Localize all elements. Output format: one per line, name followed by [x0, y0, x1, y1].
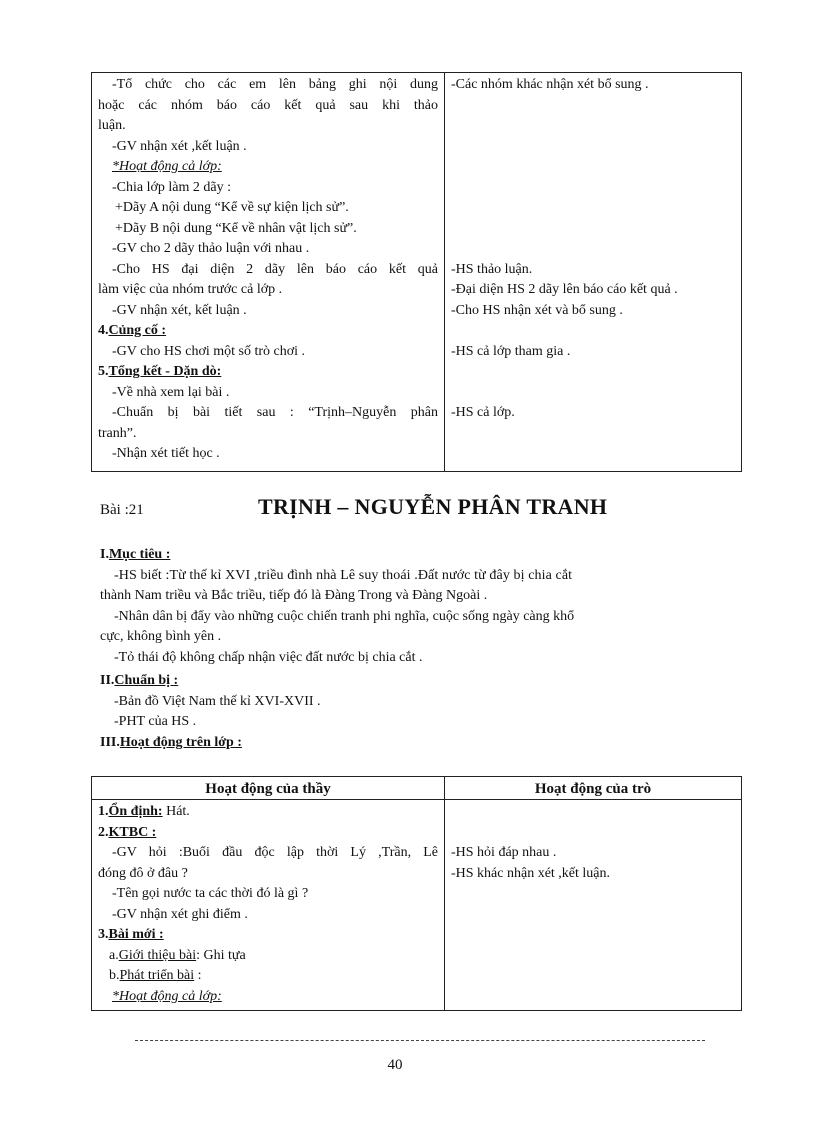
- teacher-column-header: Hoạt động của thầy: [92, 777, 445, 800]
- teacher-line: -Chuẩn bị bài tiết sau : “Trịnh–Nguyễn phân: [112, 405, 438, 420]
- student-line: [451, 137, 735, 158]
- student-line: [451, 96, 735, 117]
- teacher-column: [92, 73, 445, 472]
- student-line: [451, 884, 735, 905]
- teacher-line: -GV cho HS chơi một số trò chơi .: [112, 343, 306, 359]
- teacher-line: -Nhận xét tiết học .: [112, 446, 220, 461]
- student-line: [451, 444, 735, 465]
- objectives-heading: I.Mục tiêu :: [100, 547, 171, 562]
- preparation-heading: II.Chuẩn bị :: [100, 673, 179, 688]
- footer-divider: [135, 1040, 705, 1041]
- objectives-section: [100, 545, 720, 668]
- teacher-line: -GV cho 2 dãy thảo luận với nhau .: [112, 241, 310, 256]
- section-heading: 5.Tổng kết - Dặn dò:: [98, 364, 222, 379]
- teacher-line: -GV nhận xét ghi điểm .: [112, 906, 248, 922]
- lesson-number: Bài :21: [100, 502, 144, 518]
- student-column-header: Hoạt động của trò: [445, 777, 742, 800]
- student-line: [451, 802, 735, 823]
- student-line: [451, 946, 735, 967]
- teacher-line: hoặc các nhóm báo cáo kết quả sau khi thảo: [98, 97, 438, 113]
- student-line: [451, 157, 735, 178]
- teacher-line: -Chia lớp làm 2 dãy :: [112, 179, 231, 195]
- activity-table-continued: [91, 72, 742, 472]
- teacher-line: +Dãy A nội dung “Kể về sự kiện lịch sử”.: [115, 200, 349, 215]
- lesson-title: TRỊNH – NGUYỄN PHÂN TRANH: [258, 494, 608, 519]
- student-line: [451, 219, 735, 240]
- teacher-line: -GV nhận xét ,kết luận .: [112, 138, 247, 154]
- teacher-line: *Hoạt động cả lớp:: [112, 988, 222, 1004]
- student-line: -HS cả lớp tham gia .: [451, 343, 571, 359]
- teacher-line: -GV nhận xét, kết luận .: [112, 302, 247, 318]
- teacher-line: -Về nhà xem lại bài .: [112, 384, 230, 400]
- student-line: [451, 823, 735, 844]
- teacher-line: luận.: [98, 118, 126, 133]
- teacher-line: -Tổ chức cho các em lên bảng ghi nội dung: [112, 77, 438, 92]
- objective-line: thành Nam triều và Bắc triều, tiếp đó là Đàng Trong và Đàng Ngoài .: [100, 588, 488, 603]
- student-line: -HS cả lớp.: [451, 405, 515, 420]
- student-line: [451, 424, 735, 445]
- student-line: [451, 362, 735, 383]
- teacher-line: đóng đô ở đâu ?: [98, 865, 188, 881]
- student-line: [451, 321, 735, 342]
- page-number: 40: [387, 1057, 403, 1073]
- student-line: [451, 925, 735, 946]
- teacher-line: làm việc của nhóm trước cả lớp .: [98, 282, 283, 297]
- teacher-line: -Tên gọi nước ta các thời đó là gì ?: [112, 886, 309, 901]
- teacher-line: a.Giới thiệu bài: Ghi tựa: [109, 947, 246, 963]
- student-line: -HS khác nhận xét ,kết luận.: [451, 865, 611, 881]
- student-line: -Đại diện HS 2 dãy lên báo cáo kết quả .: [451, 282, 678, 297]
- student-line: [451, 966, 735, 987]
- student-column: [445, 800, 742, 1011]
- teacher-line: -GV hỏi :Buổi đầu độc lập thời Lý ,Trần, Lê: [112, 845, 438, 860]
- teacher-line: *Hoạt động cả lớp:: [112, 159, 222, 174]
- student-column: [445, 73, 742, 472]
- student-line: [451, 239, 735, 260]
- student-line: [451, 198, 735, 219]
- preparation-section: [100, 671, 720, 753]
- student-line: -HS hỏi đáp nhau .: [451, 845, 557, 860]
- preparation-line: -Bản đồ Việt Nam thế kỉ XVI-XVII .: [114, 693, 321, 709]
- objective-line: -HS biết :Từ thế kỉ XVI ,triều đình nhà Lê suy thoái .Đất nước từ đây bị chia cắt: [114, 567, 573, 583]
- teacher-line: -Cho HS đại diện 2 dãy lên báo cáo kết quả: [112, 261, 438, 277]
- teacher-line: b.Phát triển bài :: [109, 968, 202, 983]
- student-line: -Các nhóm khác nhận xét bổ sung .: [451, 77, 649, 92]
- objective-line: -Tỏ thái độ không chấp nhận việc đất nước bị chia cắt .: [114, 649, 423, 665]
- teacher-line: tranh”.: [98, 425, 137, 441]
- student-line: [451, 116, 735, 137]
- preparation-line: -PHT của HS .: [114, 714, 197, 729]
- student-line: [451, 383, 735, 404]
- student-line: -Cho HS nhận xét và bổ sung .: [451, 302, 623, 318]
- teacher-column: [92, 800, 445, 1011]
- objective-line: -Nhân dân bị đẩy vào những cuộc chiến tranh phi nghĩa, cuộc sống ngày càng khổ: [114, 608, 575, 624]
- section-heading: 2.KTBC :: [98, 824, 157, 840]
- section-heading: 4.Củng cố :: [98, 323, 167, 338]
- student-line: -HS thảo luận.: [451, 261, 533, 277]
- activities-heading: III.Hoạt động trên lớp :: [100, 734, 242, 750]
- teacher-line: +Dãy B nội dung “Kể về nhân vật lịch sử”.: [115, 220, 357, 236]
- section-heading: 3.Bài mới :: [98, 927, 164, 942]
- student-line: [451, 178, 735, 199]
- section-heading: 1.Ổn định: Hát.: [98, 804, 190, 819]
- activity-table: [91, 776, 742, 1011]
- student-line: [451, 987, 735, 1008]
- objective-line: cực, không bình yên .: [100, 629, 222, 644]
- student-line: [451, 905, 735, 926]
